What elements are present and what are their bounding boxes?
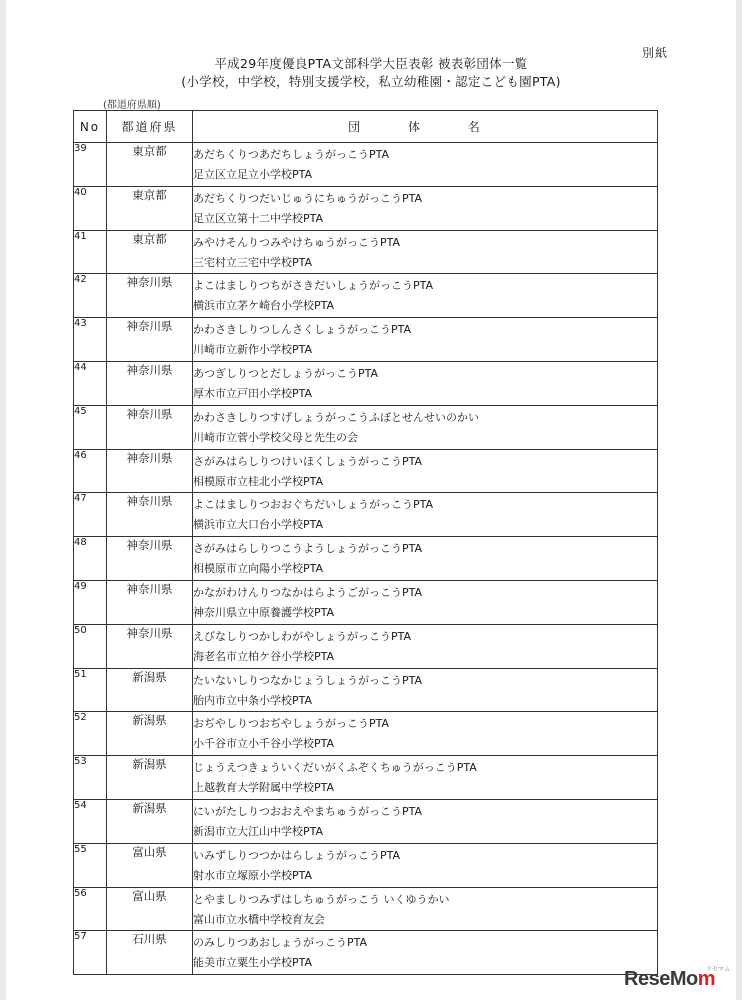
row-number: 41 xyxy=(74,230,107,274)
document-subtitle: (小学校，中学校，特別支援学校，私立幼稚園・認定こども園PTA) xyxy=(181,74,561,89)
row-prefecture: 神奈川県 xyxy=(107,493,193,537)
row-prefecture: 神奈川県 xyxy=(107,580,193,624)
row-organization xyxy=(193,624,658,668)
logo-subtext: リセマム xyxy=(706,966,730,973)
table-row xyxy=(74,230,658,274)
row-organization xyxy=(193,318,658,362)
row-number: 44 xyxy=(74,361,107,405)
table-row xyxy=(74,580,658,624)
column-header-name: 団 体 名 xyxy=(193,111,658,143)
organization-name: 能美市立粟生小学校PTA xyxy=(193,956,313,970)
row-number: 47 xyxy=(74,493,107,537)
organization-reading: みやけそんりつみやけちゅうがっこうPTA xyxy=(193,235,401,249)
row-organization xyxy=(193,756,658,800)
row-number: 51 xyxy=(74,668,107,712)
row-organization xyxy=(193,712,658,756)
row-organization xyxy=(193,230,658,274)
awardee-table xyxy=(73,110,658,975)
table-row xyxy=(74,405,658,449)
row-prefecture: 神奈川県 xyxy=(107,449,193,493)
table-row xyxy=(74,361,658,405)
organization-name: 相模原市立桂北小学校PTA xyxy=(193,474,324,488)
row-number: 55 xyxy=(74,843,107,887)
row-organization xyxy=(193,931,658,975)
table-row xyxy=(74,318,658,362)
row-organization xyxy=(193,361,658,405)
row-prefecture: 新潟県 xyxy=(107,668,193,712)
table-row xyxy=(74,756,658,800)
table-body xyxy=(74,143,658,975)
organization-name: 上越教育大学附属中学校PTA xyxy=(193,781,335,795)
organization-reading: とやましりつみずはしちゅうがっこう いくゆうかい xyxy=(193,892,450,906)
organization-name: 射水市立塚原小学校PTA xyxy=(193,868,313,882)
row-prefecture: 神奈川県 xyxy=(107,624,193,668)
row-number: 48 xyxy=(74,537,107,581)
row-organization xyxy=(193,799,658,843)
row-prefecture: 神奈川県 xyxy=(107,318,193,362)
row-number: 53 xyxy=(74,756,107,800)
organization-name: 海老名市立柏ケ谷小学校PTA xyxy=(193,649,335,663)
row-prefecture: 東京都 xyxy=(107,143,193,187)
row-prefecture: 東京都 xyxy=(107,186,193,230)
row-number: 49 xyxy=(74,580,107,624)
row-number: 45 xyxy=(74,405,107,449)
table-row xyxy=(74,493,658,537)
row-number: 57 xyxy=(74,931,107,975)
row-organization xyxy=(193,186,658,230)
organization-name: 小千谷市立小千谷小学校PTA xyxy=(193,737,335,751)
logo-main-text: ReseMo xyxy=(624,968,698,990)
row-organization xyxy=(193,668,658,712)
organization-name: 横浜市立大口台小学校PTA xyxy=(193,518,324,532)
row-organization xyxy=(193,537,658,581)
row-organization xyxy=(193,405,658,449)
table-row xyxy=(74,143,658,187)
organization-reading: えびなしりつかしわがやしょうがっこうPTA xyxy=(193,629,412,643)
table-row xyxy=(74,449,658,493)
logo-accent-text: m xyxy=(697,968,715,990)
table-row xyxy=(74,843,658,887)
organization-reading: かわさきしりつすげしょうがっこうふぼとせんせいのかい xyxy=(193,410,479,424)
row-number: 54 xyxy=(74,799,107,843)
annex-label: 別紙 xyxy=(642,46,669,60)
organization-reading: いみずしりつつかはらしょうがっこうPTA xyxy=(193,848,401,862)
row-organization xyxy=(193,449,658,493)
row-number: 39 xyxy=(74,143,107,187)
row-number: 46 xyxy=(74,449,107,493)
organization-name: 胎内市立中条小学校PTA xyxy=(193,693,313,707)
table-header-row xyxy=(74,111,658,143)
row-number: 50 xyxy=(74,624,107,668)
column-header-no: No xyxy=(74,111,107,143)
table-row xyxy=(74,931,658,975)
organization-name: 富山市立水橋中学校育友会 xyxy=(193,912,325,926)
organization-reading: あだちくりつあだちしょうがっこうPTA xyxy=(193,148,390,161)
table-row xyxy=(74,887,658,931)
table-row xyxy=(74,799,658,843)
document-title: 平成29年度優良PTA文部科学大臣表彰 被表彰団体一覧 xyxy=(214,56,528,71)
organization-reading: にいがたしりつおおえやまちゅうがっこうPTA xyxy=(193,804,423,818)
table-row xyxy=(74,668,658,712)
row-number: 52 xyxy=(74,712,107,756)
table-row xyxy=(74,537,658,581)
column-header-prefecture: 都道府県 xyxy=(107,111,193,143)
row-prefecture: 新潟県 xyxy=(107,712,193,756)
organization-reading: さがみはらしりつけいほくしょうがっこうPTA xyxy=(193,454,423,468)
organization-name: 神奈川県立中原養護学校PTA xyxy=(193,605,335,619)
row-prefecture: 富山県 xyxy=(107,843,193,887)
organization-reading: たいないしりつなかじょうしょうがっこうPTA xyxy=(193,673,423,687)
row-organization xyxy=(193,493,658,537)
table-row xyxy=(74,186,658,230)
organization-name: 川崎市立新作小学校PTA xyxy=(193,343,313,357)
organization-reading: よこはましりつちがさきだいしょうがっこうPTA xyxy=(193,279,434,293)
row-organization xyxy=(193,887,658,931)
organization-name: 足立区立第十二中学校PTA xyxy=(193,211,324,225)
row-prefecture: 神奈川県 xyxy=(107,274,193,318)
table-row xyxy=(74,274,658,318)
row-number: 56 xyxy=(74,887,107,931)
organization-reading: じょうえつきょういくだいがくふぞくちゅうがっこうPTA xyxy=(193,761,477,775)
row-number: 42 xyxy=(74,274,107,318)
organization-reading: のみしりつあおしょうがっこうPTA xyxy=(193,936,368,950)
organization-reading: あだちくりつだいじゅうにちゅうがっこうPTA xyxy=(193,191,423,205)
row-prefecture: 神奈川県 xyxy=(107,537,193,581)
order-note: (都道府県順) xyxy=(103,100,161,111)
organization-reading: あつぎしりつとだしょうがっこうPTA xyxy=(193,366,379,380)
organization-reading: よこはましりつおおぐちだいしょうがっこうPTA xyxy=(193,498,434,512)
row-prefecture: 新潟県 xyxy=(107,799,193,843)
table-row xyxy=(74,712,658,756)
organization-name: 新潟市立大江山中学校PTA xyxy=(193,824,324,838)
table-row xyxy=(74,624,658,668)
organization-name: 横浜市立茅ケ崎台小学校PTA xyxy=(193,299,335,313)
organization-name: 足立区立足立小学校PTA xyxy=(193,168,313,181)
row-organization xyxy=(193,843,658,887)
organization-reading: かわさきしりつしんさくしょうがっこうPTA xyxy=(193,323,412,337)
row-prefecture: 東京都 xyxy=(107,230,193,274)
row-organization xyxy=(193,580,658,624)
organization-name: 三宅村立三宅中学校PTA xyxy=(193,255,313,269)
row-prefecture: 新潟県 xyxy=(107,756,193,800)
organization-name: 川崎市立菅小学校父母と先生の会 xyxy=(193,430,358,444)
row-organization xyxy=(193,274,658,318)
row-number: 43 xyxy=(74,318,107,362)
row-prefecture: 石川県 xyxy=(107,931,193,975)
organization-reading: おぢやしりつおぢやしょうがっこうPTA xyxy=(193,717,390,731)
organization-reading: さがみはらしりつこうようしょうがっこうPTA xyxy=(193,542,423,556)
resemom-logo xyxy=(624,968,715,991)
row-prefecture: 神奈川県 xyxy=(107,361,193,405)
row-number: 40 xyxy=(74,186,107,230)
row-prefecture: 神奈川県 xyxy=(107,405,193,449)
row-organization xyxy=(193,143,658,187)
organization-reading: かながわけんりつなかはらようごがっこうPTA xyxy=(193,585,423,599)
row-prefecture: 富山県 xyxy=(107,887,193,931)
organization-name: 厚木市立戸田小学校PTA xyxy=(193,386,313,400)
organization-name: 相模原市立向陽小学校PTA xyxy=(193,562,324,576)
